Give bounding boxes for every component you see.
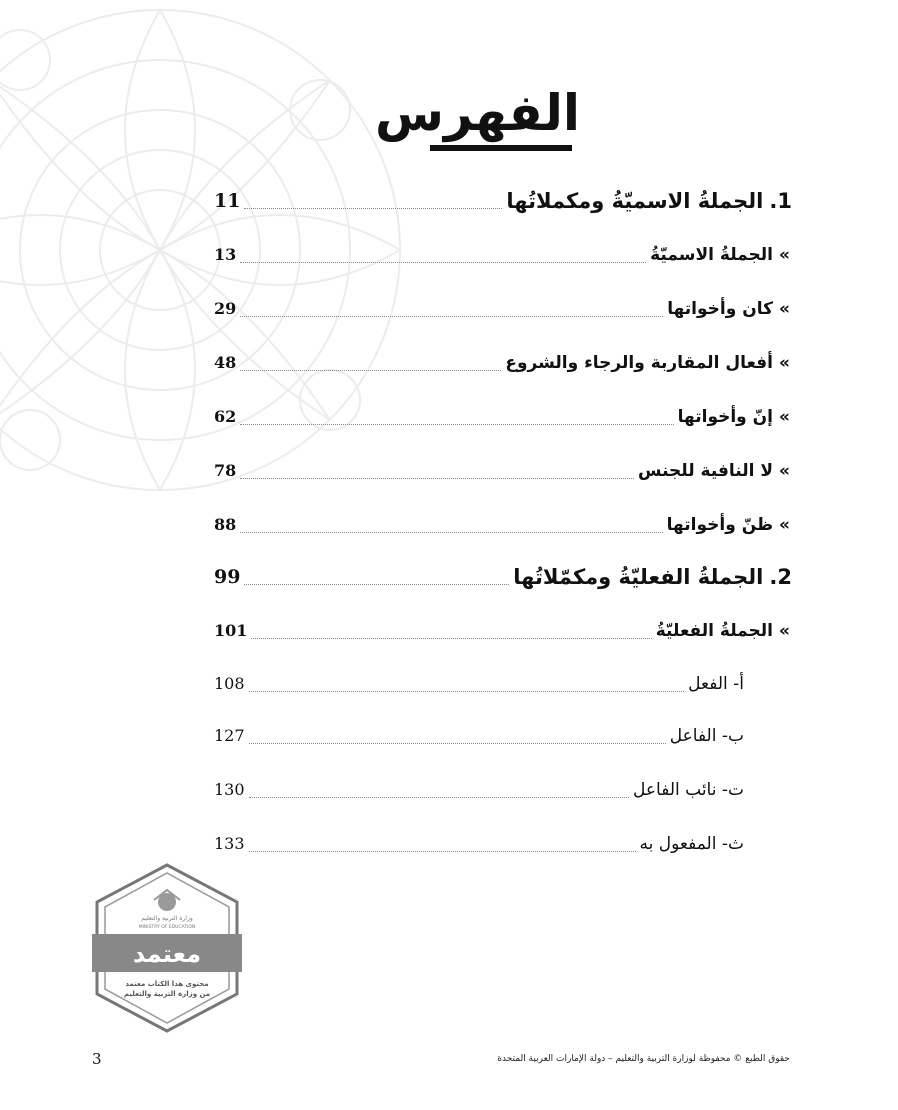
toc-leader-dots bbox=[249, 796, 629, 798]
toc-entry bbox=[214, 183, 792, 213]
toc-entry-marker: » bbox=[779, 461, 790, 481]
toc-leader-dots bbox=[249, 850, 636, 852]
toc-leader-dots bbox=[249, 742, 666, 744]
toc-entry bbox=[214, 453, 792, 483]
toc-entry-page: 108 bbox=[214, 674, 245, 693]
toc-entry-label bbox=[667, 297, 792, 321]
toc-entry bbox=[214, 345, 792, 375]
toc-entry-page: 11 bbox=[214, 190, 241, 212]
page-number: 3 bbox=[92, 1050, 102, 1068]
toc-entry bbox=[214, 613, 792, 643]
toc-leader-dots bbox=[240, 531, 662, 533]
stamp-word: معتمد bbox=[132, 940, 202, 968]
toc-entry-text: ث- المفعول به bbox=[639, 834, 744, 854]
toc-entry bbox=[214, 718, 744, 748]
toc-entry-page: 88 bbox=[214, 515, 237, 534]
toc-entry-marker: » bbox=[779, 621, 790, 641]
toc-entry bbox=[214, 559, 792, 589]
toc-entry-text: الجملةُ الاسميّةُ bbox=[650, 245, 774, 265]
toc-entry-page: 99 bbox=[214, 566, 241, 588]
stamp-line-1: محتوى هذا الكتاب معتمد bbox=[125, 980, 209, 988]
toc-leader-dots bbox=[249, 690, 685, 692]
toc-entry-marker: 2. bbox=[769, 565, 792, 589]
toc-entry-label bbox=[650, 243, 792, 267]
copyright-notice: حقوق الطبع © محفوظة لوزارة التربية والتعليم – دولة الإمارات العربية المتحدة bbox=[497, 1054, 790, 1064]
stamp-ministry-en: MINISTRY OF EDUCATION bbox=[138, 925, 196, 930]
toc-entry-label bbox=[667, 513, 792, 537]
toc-entry bbox=[214, 291, 792, 321]
toc-leader-dots bbox=[251, 637, 651, 639]
toc-leader-dots bbox=[240, 423, 673, 425]
toc-leader-dots bbox=[240, 477, 634, 479]
title-underline bbox=[430, 145, 572, 151]
page-title: الفهرس bbox=[374, 84, 580, 142]
toc-entry-label bbox=[513, 565, 792, 589]
toc-entry-text: كان وأخواتها bbox=[667, 299, 774, 319]
toc-entry-marker: » bbox=[779, 353, 790, 373]
toc-entry-text: ت- نائب الفاعل bbox=[633, 780, 744, 800]
toc-entry-label bbox=[656, 619, 792, 643]
toc-entry bbox=[214, 399, 792, 429]
toc-entry bbox=[214, 772, 744, 802]
toc-entry-page: 127 bbox=[214, 726, 245, 745]
toc-entry-text: لا النافية للجنس bbox=[638, 461, 774, 481]
toc-entry-label bbox=[638, 459, 792, 483]
toc-leader-dots bbox=[244, 207, 502, 209]
toc-entry-page: 78 bbox=[214, 461, 237, 480]
toc-entry-text: الجملةُ الفعليّةُ ومكمّلاتُها bbox=[513, 565, 764, 589]
approval-stamp bbox=[92, 862, 242, 1034]
toc-entry-page: 62 bbox=[214, 407, 237, 426]
toc-entry-page: 133 bbox=[214, 834, 245, 853]
toc-leader-dots bbox=[240, 315, 663, 317]
toc-entry-text: الجملةُ الاسميّةُ ومكملاتُها bbox=[506, 189, 764, 213]
toc-entry-text: الجملةُ الفعليّةُ bbox=[655, 621, 774, 641]
toc-entry-page: 101 bbox=[214, 621, 248, 640]
toc-entry-text: أفعال المقاربة والرجاء والشروع bbox=[505, 353, 774, 373]
toc-entry-label bbox=[670, 724, 744, 748]
toc-entry-label bbox=[505, 351, 792, 375]
toc-entry bbox=[214, 666, 744, 696]
stamp-line-2: من وزارة التربية والتعليم bbox=[123, 990, 211, 998]
toc-entry-marker: » bbox=[779, 245, 790, 265]
toc-entry-label bbox=[640, 832, 744, 856]
toc-entry-label bbox=[506, 189, 792, 213]
toc-entry-label bbox=[678, 405, 792, 429]
toc-entry bbox=[214, 507, 792, 537]
toc-entry-page: 130 bbox=[214, 780, 245, 799]
toc-leader-dots bbox=[240, 261, 646, 263]
toc-entry-text: أ- الفعل bbox=[688, 674, 744, 694]
toc-leader-dots bbox=[244, 583, 509, 585]
toc-entry-page: 48 bbox=[214, 353, 237, 372]
toc-leader-dots bbox=[240, 369, 501, 371]
stamp-ministry-ar: وزارة التربية والتعليم bbox=[141, 915, 193, 922]
toc-entry bbox=[214, 826, 744, 856]
toc-entry-label bbox=[633, 778, 744, 802]
toc-entry-text: ظنّ وأخواتها bbox=[666, 515, 774, 535]
toc-entry-label bbox=[688, 672, 744, 696]
toc-entry-page: 13 bbox=[214, 245, 237, 264]
toc-entry bbox=[214, 237, 792, 267]
toc-entry-text: إنّ وأخواتها bbox=[677, 407, 774, 427]
toc-entry-marker: 1. bbox=[769, 189, 792, 213]
toc-entry-marker: » bbox=[779, 407, 790, 427]
toc-entry-text: ب- الفاعل bbox=[669, 726, 744, 746]
toc-entry-marker: » bbox=[779, 515, 790, 535]
toc-entry-page: 29 bbox=[214, 299, 237, 318]
toc-entry-marker: » bbox=[779, 299, 790, 319]
